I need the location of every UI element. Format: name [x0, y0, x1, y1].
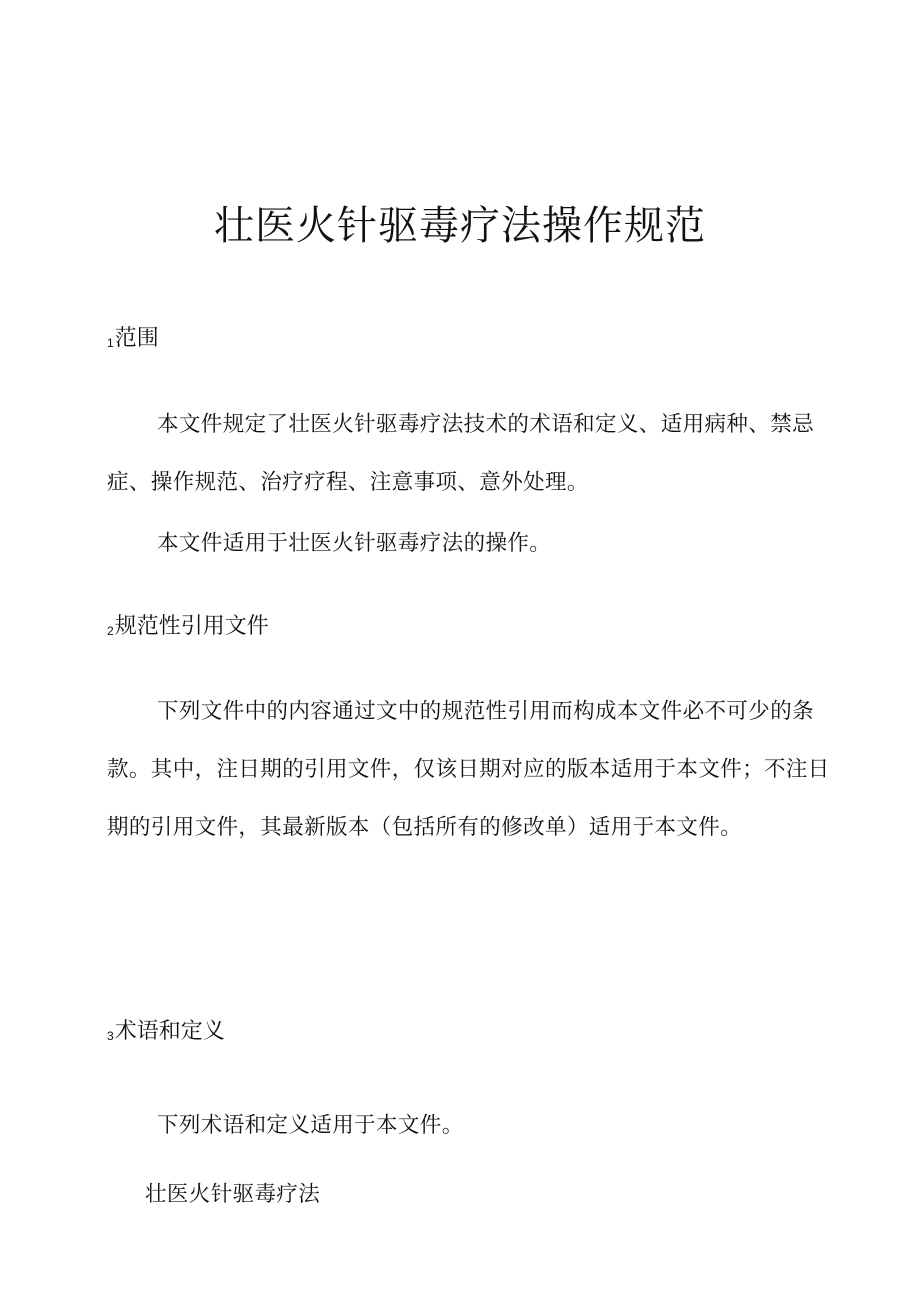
paragraph-scope-2: 本文件适用于壮医火针驱毒疗法的操作。 [157, 531, 552, 556]
section-heading-terms-definitions [107, 1016, 225, 1052]
paragraph-scope-1: 本文件规定了壮医火针驱毒疗法技术的术语和定义、适用病种、禁忌症、操作规范、治疗疗程、注意事项、意外处理。 [107, 412, 815, 495]
section-heading-text: 规范性引用文件 [114, 614, 269, 639]
section-number: 2 [107, 624, 114, 638]
paragraph-normative-references: 下列文件中的内容通过文中的规范性引用而构成本文件必不可少的条款。其中，注日期的引用文件，仅该日期对应的版本适用于本文件；不注日期的引用文件，其最新版本（包括所有的修改单）适用于本文件。 [107, 699, 830, 840]
section-heading-normative-references [107, 611, 269, 647]
document-title: 壮医火针驱毒疗法操作规范 [214, 203, 706, 249]
term-entry: 壮医火针驱毒疗法 [145, 1182, 321, 1207]
section-heading-text: 范围 [114, 326, 159, 351]
section-number: 1 [107, 336, 114, 350]
section-heading-scope [107, 323, 159, 359]
section-heading-text: 术语和定义 [114, 1019, 225, 1044]
section-number: 3 [107, 1029, 114, 1043]
paragraph-terms-intro: 下列术语和定义适用于本文件。 [157, 1113, 464, 1138]
